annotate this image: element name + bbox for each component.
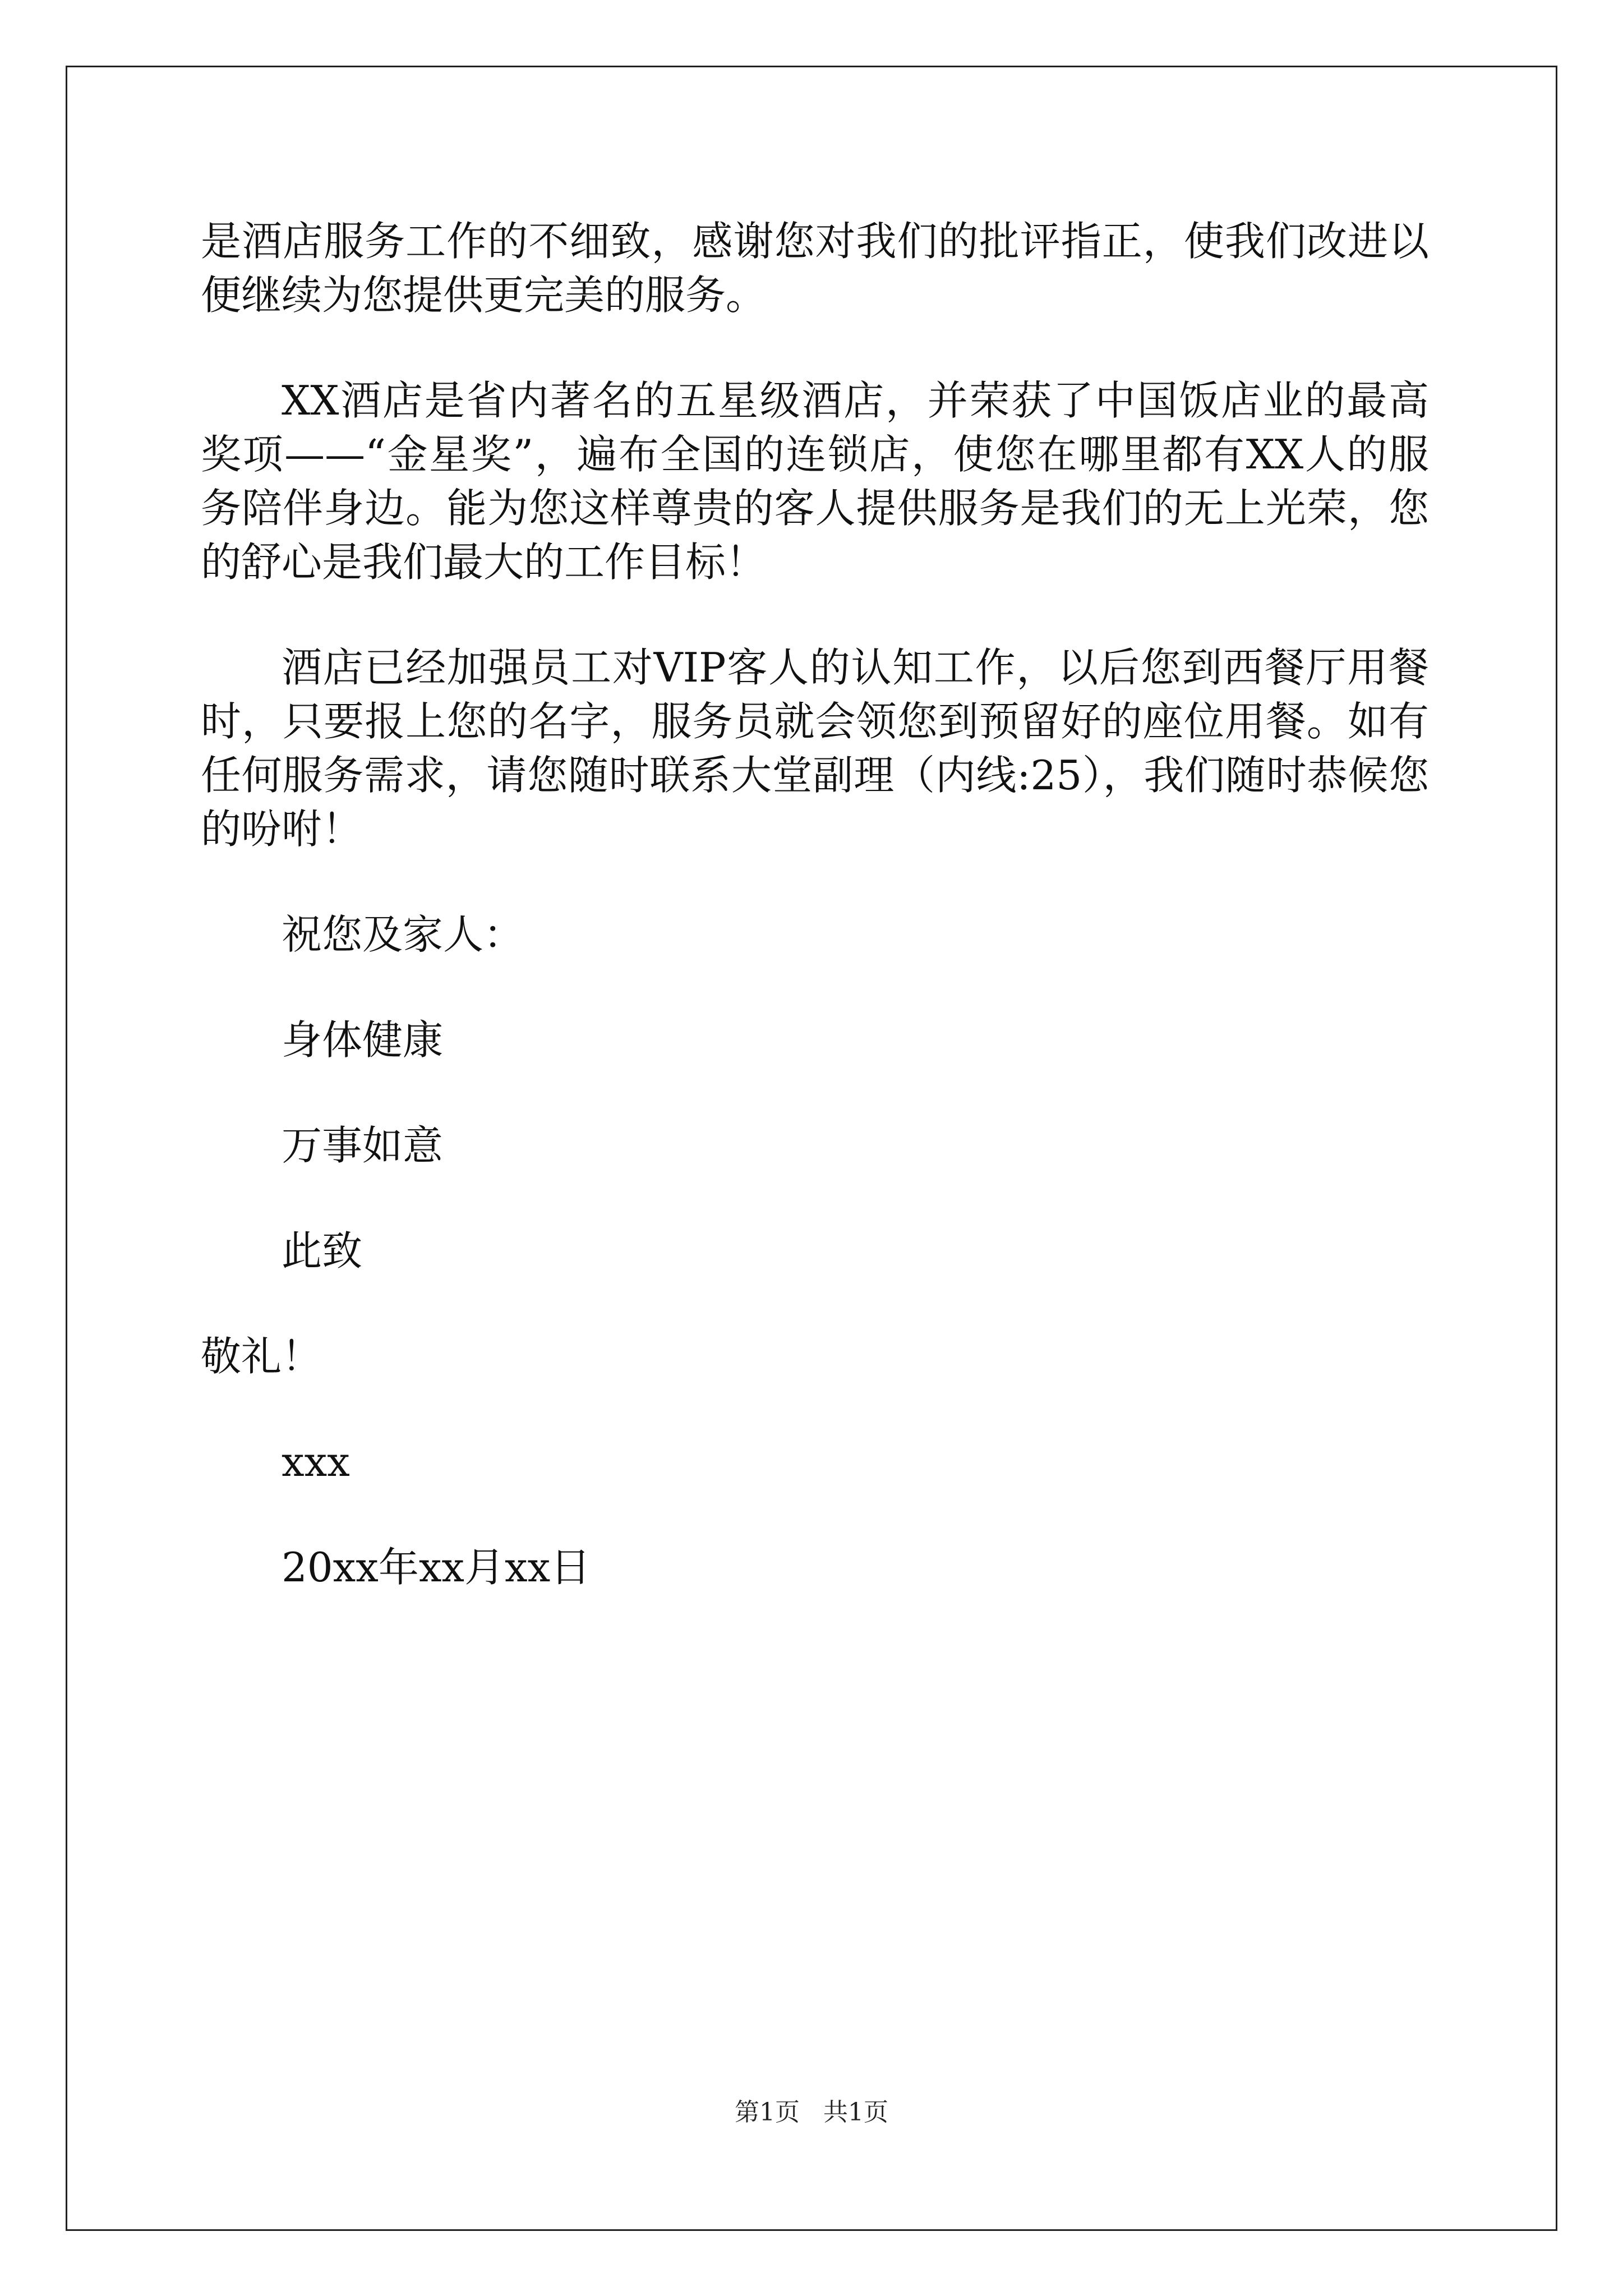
date-line: 20xx年xx月xx日 [282,1544,591,1591]
paragraph-vip-service: 酒店已经加强员工对VIP客人的认知工作，以后您到西餐厅用餐时，只要报上您的名字，服务员就会领您到预留好的座位用餐。如有任何服务需求，请您随时联系大堂副理（内线:25），我们随时恭候您的吩咐！ [201,644,1429,853]
greeting-line: 祝您及家人： [282,911,524,958]
wish-line-health: 身体健康 [282,1016,444,1064]
paragraph-apology: 是酒店服务工作的不细致，感谢您对我们的批评指正，使我们改进以便继续为您提供更完美的服务。 [201,218,1429,319]
letter-body [201,214,1429,1646]
wish-line-luck: 万事如意 [282,1122,444,1169]
closing-line: 此致 [282,1227,363,1274]
paragraph-hotel-intro: XX酒店是省内著名的五星级酒店，并荣获了中国饭店业的最高奖项——“金星奖”，遍布全国的连锁店，使您在哪里都有XX人的服务陪伴身边。能为您这样尊贵的客人提供服务是我们的无上光荣，您的舒心是我们最大的工作目标！ [201,377,1429,586]
salute-line: 敬礼！ [201,1333,322,1380]
signature-line: xxx [282,1438,350,1485]
page-number-footer: 第1页 共1页 [735,2098,888,2127]
